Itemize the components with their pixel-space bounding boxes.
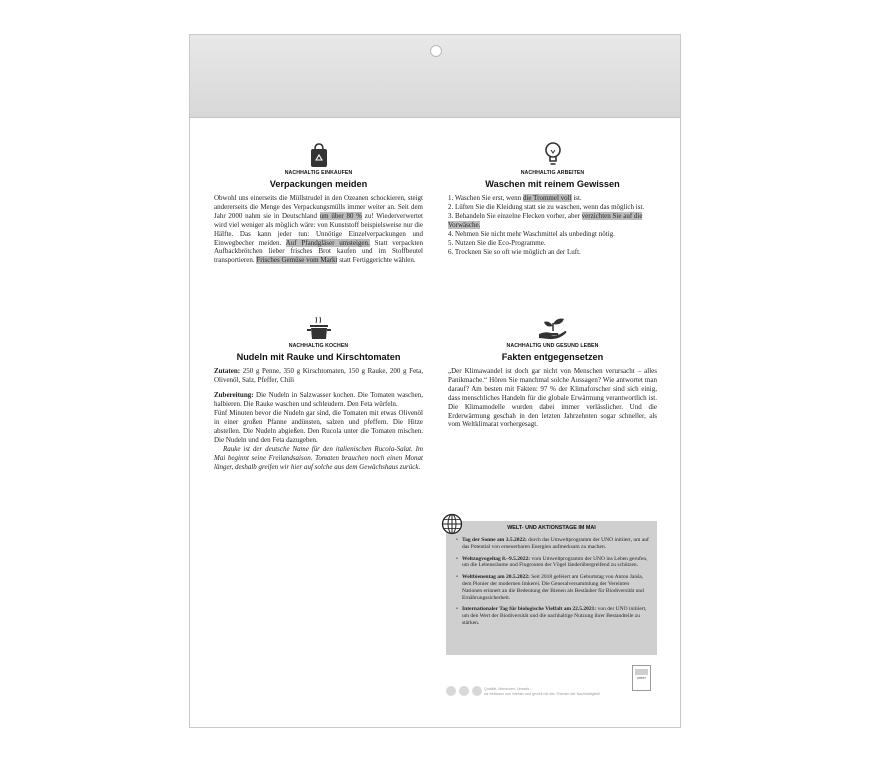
globe-icon xyxy=(441,513,463,535)
footer-certification-icons xyxy=(446,686,482,696)
section-working xyxy=(448,138,657,257)
highlight: um über 80 % xyxy=(319,211,363,220)
highlight: Auf Pfandgläser umsteigen. xyxy=(285,238,370,247)
calendar-header-band xyxy=(190,35,680,118)
highlight: Frisches Gemüse vom Markt xyxy=(256,256,338,265)
highlight: verzichten Sie auf die Vorwäsche. xyxy=(448,212,643,229)
section-title: Nudeln mit Rauke und Kirschtomaten xyxy=(236,352,401,362)
cooking-pot-icon xyxy=(214,311,423,341)
event-label: Tag der Sonne am 3.5.2022: xyxy=(462,537,527,543)
list-item xyxy=(456,606,649,626)
publisher-logo xyxy=(632,665,651,691)
certification-icon xyxy=(459,686,469,696)
list-item: 2. Lüften Sie die Kleidung statt sie zu waschen, wenn das möglich ist. xyxy=(448,203,645,211)
list-item: 6. Trocknen Sie so oft wie möglich an der Luft. xyxy=(448,248,581,256)
text-part: 3. Behandeln Sie einzelne Flecken vorher, aber xyxy=(448,212,582,220)
recipe-note: Rauke ist der deutsche Name für den italienischen Rucola-Salat. Im Mai beginnt seine Freilandsaison. Tomaten brauchen noch einen Monat länger, deshalb greifen wir hier auf solche aus dem Gewächshaus zurück. xyxy=(214,445,423,471)
certification-icon xyxy=(472,686,482,696)
list-item xyxy=(456,574,649,601)
section-title: Verpackungen meiden xyxy=(269,179,368,189)
logo-bar xyxy=(635,669,648,675)
section-title: Waschen mit reinem Gewissen xyxy=(485,179,620,189)
prep-label: Zubereitung: xyxy=(214,391,254,399)
list-item: 5. Nutzen Sie die Eco-Programme. xyxy=(448,239,546,247)
section-body xyxy=(214,194,423,265)
list-item: 4. Nehmen Sie nicht mehr Waschmittel als unbedingt nötig. xyxy=(448,230,615,238)
washing-tips-list xyxy=(448,194,657,257)
logo-text: weber xyxy=(637,676,646,680)
text-part: zu! Wiederverwertet wird viel weniger als möglich wäre: von Kunststoff beispielsweise nur die Hälfte. Das kann jeder tun: Unnötige Einzelverpackungen und Einwegbecher meiden. xyxy=(214,211,423,247)
section-title: Fakten entgegensetzen xyxy=(501,352,604,362)
event-label: Weltzugvogeltag 8.–9.5.2022: xyxy=(462,555,531,562)
event-label: Weltbienentag am 20.5.2022: xyxy=(462,574,530,581)
events-title: WELT- UND AKTIONSTAGE IM MAI xyxy=(507,525,596,531)
preparation xyxy=(214,391,423,409)
footer-text xyxy=(484,687,600,697)
event-text: vom Umweltprogramm der UNO ins Leben gerufen, um die Lebensräume und Flugrouten der Vögel länderübergreifend zu schützen. xyxy=(462,555,648,569)
lightbulb-icon xyxy=(448,138,657,168)
certification-icon xyxy=(446,686,456,696)
event-label: Internationaler Tag für biologische Vielfalt am 22.5.2021: xyxy=(462,606,597,613)
ingredients-text: 250 g Penne, 350 g Kirschtomaten, 150 g Rauke, 200 g Feta, Olivenöl, Salz, Pfeffer, Chili xyxy=(214,367,423,384)
footer-line: wir befassen uns intensiv und gezielt mit den Themen der Nachhaltigkeit! xyxy=(484,691,601,696)
hand-plant-icon xyxy=(448,311,657,341)
hang-hole xyxy=(430,45,442,57)
ingredients-label: Zutaten: xyxy=(214,367,241,375)
preparation-continued: Fünf Minuten bevor die Nudeln gar sind, die Tomaten mit etwas Olivenöl in einer großen Pfanne andünsten, salzen und pfeffern. Die Hitze abstellen. Die Nudeln abgießen. Den Rucola unter die Tomaten mischen. Die Nudeln und den Feta dazugeben. xyxy=(214,409,423,444)
highlight: die Trommel voll xyxy=(522,194,572,202)
section-kicker: NACHHALTIG KOCHEN xyxy=(288,343,349,349)
text-part: Statt verpackten Aufbackbrötchen lieber frisches Brot kaufen und im Stoffbeutel transportieren. xyxy=(214,238,423,265)
recipe-body xyxy=(214,367,423,472)
section-living xyxy=(448,311,657,429)
ingredients xyxy=(214,367,423,385)
footer-line: Qualität, Menschen, Umwelt – xyxy=(484,687,532,691)
section-kicker: NACHHALTIG EINKAUFEN xyxy=(284,170,353,176)
list-item xyxy=(448,212,657,230)
text-part: Obwohl uns einerseits die Müllstrudel in den Ozeanen schockieren, steigt andererseits die Menge des Verpackungsmülls immer weiter an. Seit dem Jahr 2000 nahm sie in Deutschland xyxy=(214,194,423,220)
section-kicker: NACHHALTIG UND GESUND LEBEN xyxy=(506,343,599,349)
events-box xyxy=(446,521,657,655)
calendar-sheet xyxy=(189,34,681,728)
text-part: statt Fertiggerichte wählen. xyxy=(337,256,416,265)
events-list xyxy=(456,537,649,627)
shopping-bag-recycle-icon xyxy=(214,138,423,168)
event-text: durch das Umweltprogramm der UNO initiiert, um auf das Potential von erneuerbaren Energien aufmerksam zu machen. xyxy=(462,537,649,550)
list-item xyxy=(456,537,649,551)
text-part: ist. xyxy=(571,194,582,202)
section-body: „Der Klimawandel ist doch gar nicht von Menschen verursacht – alles Panikmache.“ Hören Sie manchmal solche Aussagen? Wie antwortet man darauf? Am besten mit Fakten: 97 % der Klimaforscher sind sich einig, dass menschliches Handeln für die globale Erwärmung verantwortlich ist. Die Klimamodelle wurden dabei immer verlässlicher. Und die Erderwärmung geschah in den letzten Jahrzehnten sogar schneller, als vom Weltklimarat vorhergesagt. xyxy=(448,367,657,429)
event-text: Seit 2018 gefeiert am Geburtstag von Anton Janša, dem Pionier der modernen Imkerei. Die Generalversammlung der Vereinten Nationen erinnert an die Bedeutung der Bienen als Bestäuber für Biodiversität und Ernährungssicherheit. xyxy=(462,574,644,601)
section-shopping xyxy=(214,138,423,265)
section-kicker: NACHHALTIG ARBEITEN xyxy=(520,170,585,176)
list-item xyxy=(448,194,657,203)
list-item xyxy=(456,556,649,570)
event-text: von der UNO initiiert, um den Wert der Biodiversität und die nachhaltige Nutzung ihrer Bestandteile zu stärken. xyxy=(462,606,647,626)
prep-text: Die Nudeln in Salzwasser kochen. Die Tomaten waschen, halbieren. Die Rauke waschen und schleudern. Den Feta würfeln. xyxy=(214,391,423,408)
section-cooking xyxy=(214,311,423,478)
text-part: 1. Waschen Sie erst, wenn xyxy=(448,194,523,202)
